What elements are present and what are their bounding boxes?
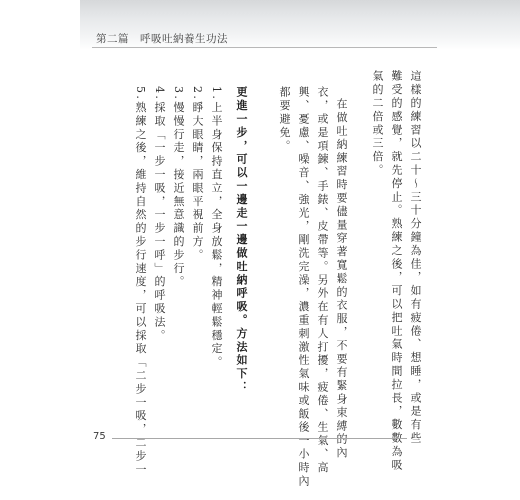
chapter-header-title: 第二篇 呼吸吐納養生功法 <box>96 33 228 45</box>
body-text-column: 這樣的練習以二十～三十分鐘為佳，如有疲倦、想睡，或是有些 <box>409 70 422 446</box>
section-lead-column: 更進一步，可以一邊走一邊做吐納呼吸。方法如下： <box>235 86 248 395</box>
list-item-column: 1.上半身保持直立，全身放鬆，精神輕鬆穩定。 <box>210 86 223 370</box>
list-item-column: 5.熟練之後，維持自然的步行速度，可以採取「二步一吸，二步一 <box>134 86 147 477</box>
list-item-column: 4.採取「一步一吸，一步一呼」的呼吸法。 <box>153 86 166 343</box>
list-item-column: 3.慢慢行走，接近無意識的步行。 <box>172 86 185 289</box>
body-text-column: 衣，或是項鍊、手錶、皮帶等。另外在有人打擾，疲倦、生氣、高 <box>316 86 329 475</box>
footer-divider <box>112 438 407 439</box>
body-text-column: 在做吐納練習時要儘量穿著寬鬆的衣服，不要有緊身束縛的內 <box>335 98 348 460</box>
body-text-column: 難受的感覺，就先停止。熟練之後，可以把吐氣時間拉長，數數為吸 <box>390 70 403 472</box>
body-text-column: 都要避免。 <box>278 86 291 153</box>
page-number: 75 <box>93 431 106 442</box>
body-text-column: 氣的二倍或三倍。 <box>371 70 384 178</box>
header-divider <box>92 47 437 48</box>
list-item-column: 2.睜大眼睛，兩眼平視前方。 <box>191 86 204 263</box>
body-text-column: 興、憂慮、噪音、強光，剛洗完澡，濃重刺激性氣味或飯後一小時內 <box>297 86 310 488</box>
